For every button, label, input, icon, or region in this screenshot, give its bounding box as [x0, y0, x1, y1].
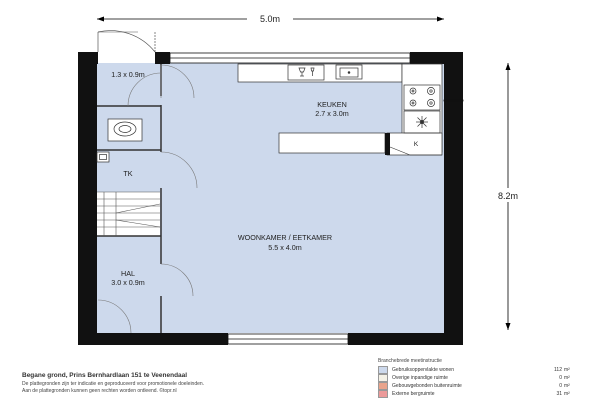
front-door — [98, 31, 155, 52]
toilet-icon — [108, 119, 142, 141]
woonkamer-label: WOONKAMER / EETKAMER — [237, 233, 333, 242]
legend-swatch — [378, 382, 388, 390]
legend-value: 31 — [556, 391, 562, 397]
legend-unit: m² — [564, 391, 570, 397]
width-label: 5.0m — [259, 14, 281, 24]
legend-row — [378, 374, 578, 382]
legend-swatch — [378, 390, 388, 398]
legend-row — [378, 390, 578, 398]
disclaimer-line-2: Aan de plattegronden kunnen geen rechten worden ontleend. ©topr.nl — [22, 388, 177, 394]
legend-unit: m² — [564, 375, 570, 381]
floor-areas — [97, 63, 444, 333]
legend-label: Gebruiksoppervlakte wonen — [392, 367, 454, 373]
keuken-label: KEUKEN — [317, 100, 347, 109]
hal-size: 3.0 x 0.9m — [111, 278, 145, 287]
width-dimension — [97, 12, 444, 25]
plan-title: Begane grond, Prins Bernhardlaan 151 te Veenendaal — [22, 372, 188, 379]
area-legend — [378, 358, 578, 398]
legend-heading: Branchebrede meetinstructie — [378, 358, 442, 364]
legend-unit: m² — [564, 383, 570, 389]
room-small-size: 1.3 x 0.9m — [111, 70, 145, 79]
fridge-label: K — [413, 141, 419, 148]
tk-label: TK — [123, 169, 133, 178]
legend-swatch — [378, 366, 388, 374]
legend-label: Gebouwgebonden buitenruimte — [392, 383, 462, 389]
disclaimer-line-1: De plattegronden zijn ter indicatie en geproduceerd voor promotionele doeleinden. — [22, 381, 205, 387]
height-label: 8.2m — [497, 191, 519, 201]
height-dimension — [488, 63, 528, 330]
legend-value: 0 — [559, 375, 562, 381]
legend-row — [378, 366, 578, 374]
meter-cabinet-icon — [97, 152, 109, 162]
legend-swatch — [378, 374, 388, 382]
woonkamer-size: 5.5 x 4.0m — [268, 243, 302, 252]
keuken-size: 2.7 x 3.0m — [315, 109, 349, 118]
legend-unit: m² — [564, 367, 570, 373]
legend-label: Externe bergruimte — [392, 391, 435, 397]
legend-label: Overige inpandige ruimte — [392, 375, 448, 381]
hal-label: HAL — [121, 269, 135, 278]
legend-value: 112 — [554, 367, 562, 373]
legend-row — [378, 382, 578, 390]
legend-value: 0 — [559, 383, 562, 389]
